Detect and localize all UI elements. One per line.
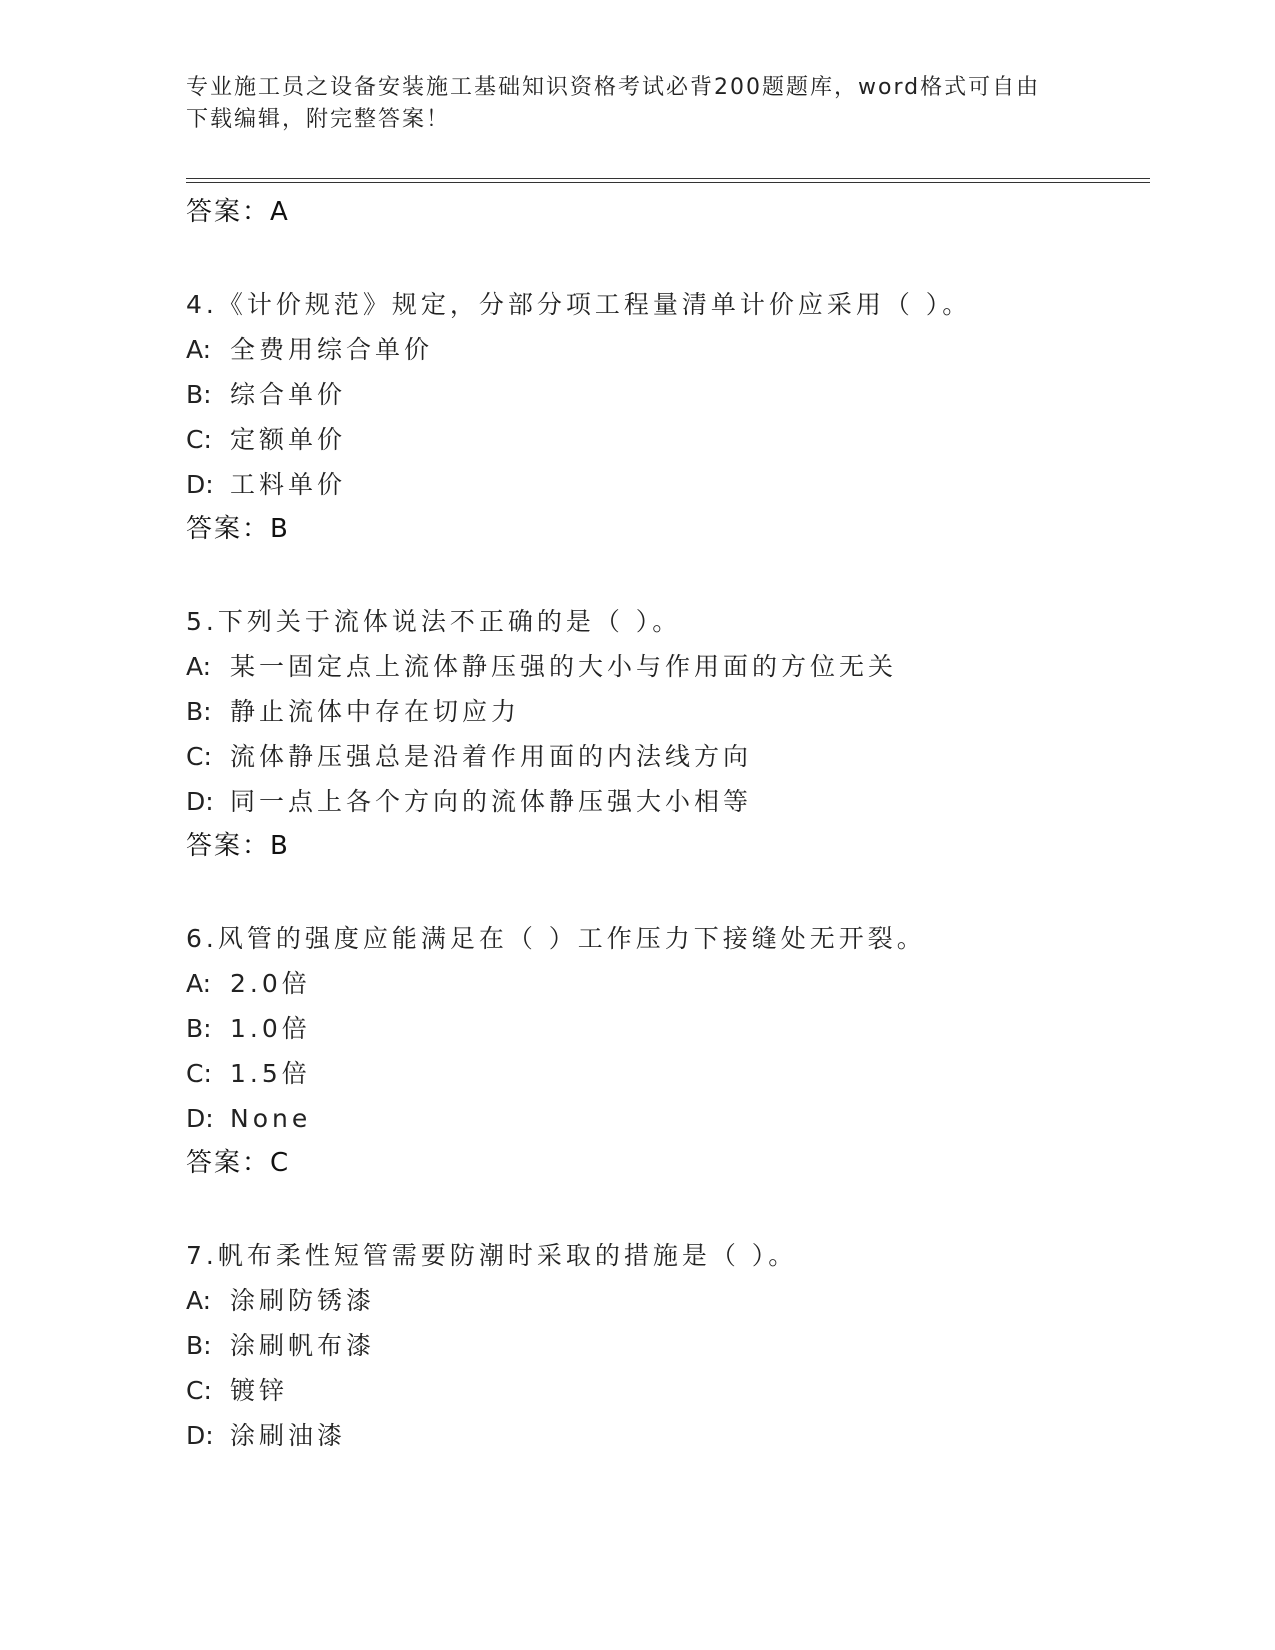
answer: 答案：B xyxy=(186,514,290,544)
option-a xyxy=(186,1278,1150,1323)
option-d xyxy=(186,1413,1150,1458)
header-line-1: 专业施工员之设备安装施工基础知识资格考试必背200题题库，word格式可自由 xyxy=(186,75,1041,100)
option-text: 全费用综合单价 xyxy=(230,335,434,364)
option-text: 流体静压强总是沿着作用面的内法线方向 xyxy=(230,742,753,771)
header-divider xyxy=(186,178,1150,183)
option-label: C: xyxy=(186,1376,212,1405)
option-b xyxy=(186,1323,1150,1368)
option-text: 1.5倍 xyxy=(230,1059,311,1088)
option-label: B: xyxy=(186,697,212,726)
question-list xyxy=(186,190,1150,1458)
answer: 答案：B xyxy=(186,831,290,861)
option-text: 某一固定点上流体静压强的大小与作用面的方位无关 xyxy=(230,652,898,681)
option-label: B: xyxy=(186,380,212,409)
option-text: 涂刷防锈漆 xyxy=(230,1286,376,1315)
option-text: 静止流体中存在切应力 xyxy=(230,697,521,726)
option-label: D: xyxy=(186,470,214,499)
option-label: C: xyxy=(186,425,212,454)
header-line-2: 下载编辑，附完整答案！ xyxy=(186,107,451,132)
option-d xyxy=(186,779,1150,824)
option-text: 涂刷油漆 xyxy=(230,1421,347,1450)
spacer xyxy=(186,552,1150,599)
question-7 xyxy=(186,1233,1150,1458)
option-text: 2.0倍 xyxy=(230,969,311,998)
option-text: 工料单价 xyxy=(230,470,347,499)
question-stem: 7.帆布柔性短管需要防潮时采取的措施是（ ）。 xyxy=(186,1241,798,1270)
option-text: 定额单价 xyxy=(230,425,347,454)
option-d xyxy=(186,1096,1150,1141)
option-text: 综合单价 xyxy=(230,380,347,409)
option-b xyxy=(186,689,1150,734)
option-c xyxy=(186,417,1150,462)
question-stem: 4.《计价规范》规定，分部分项工程量清单计价应采用（ ）。 xyxy=(186,290,972,319)
question-stem: 5.下列关于流体说法不正确的是（ ）。 xyxy=(186,607,682,636)
option-text: 1.0倍 xyxy=(230,1014,311,1043)
option-label: C: xyxy=(186,1059,212,1088)
option-label: C: xyxy=(186,742,212,771)
option-label: B: xyxy=(186,1331,212,1360)
option-c xyxy=(186,1368,1150,1413)
document-header xyxy=(186,72,1066,136)
option-label: A: xyxy=(186,335,212,364)
spacer xyxy=(186,235,1150,282)
option-label: A: xyxy=(186,969,212,998)
option-d xyxy=(186,462,1150,507)
answer: 答案：C xyxy=(186,1148,291,1178)
spacer xyxy=(186,1186,1150,1233)
question-4 xyxy=(186,282,1150,552)
option-label: D: xyxy=(186,787,214,816)
question-5 xyxy=(186,599,1150,869)
question-stem: 6.风管的强度应能满足在（ ）工作压力下接缝处无开裂。 xyxy=(186,924,926,953)
option-label: D: xyxy=(186,1421,214,1450)
option-label: A: xyxy=(186,1286,212,1315)
option-label: A: xyxy=(186,652,212,681)
option-a xyxy=(186,327,1150,372)
option-text: 镀锌 xyxy=(230,1376,289,1405)
option-b xyxy=(186,372,1150,417)
previous-answer: 答案：A xyxy=(186,197,290,227)
option-c xyxy=(186,1051,1150,1096)
option-label: D: xyxy=(186,1104,214,1133)
option-label: B: xyxy=(186,1014,212,1043)
option-b xyxy=(186,1006,1150,1051)
option-a xyxy=(186,644,1150,689)
option-text: 涂刷帆布漆 xyxy=(230,1331,376,1360)
spacer xyxy=(186,869,1150,916)
question-6 xyxy=(186,916,1150,1186)
option-c xyxy=(186,734,1150,779)
option-text: None xyxy=(230,1104,312,1133)
option-a xyxy=(186,961,1150,1006)
option-text: 同一点上各个方向的流体静压强大小相等 xyxy=(230,787,753,816)
